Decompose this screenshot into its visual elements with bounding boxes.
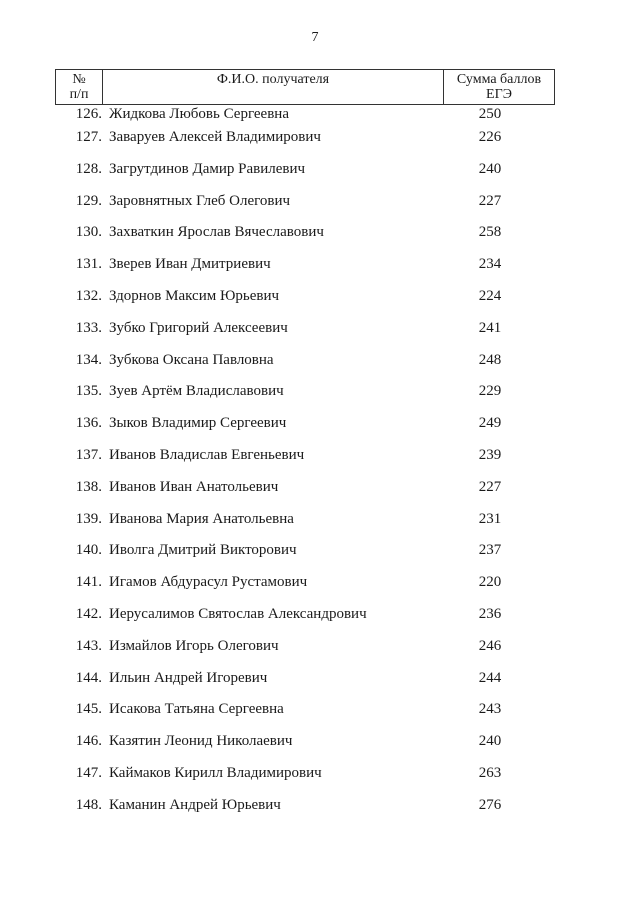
exam-score: 226 bbox=[478, 129, 502, 145]
recipient-name: Измайлов Игорь Олегович bbox=[109, 637, 279, 654]
exam-score: 231 bbox=[478, 510, 502, 527]
exam-score: 244 bbox=[478, 669, 502, 686]
exam-score: 276 bbox=[478, 796, 502, 813]
recipient-name: Зубкова Оксана Павловна bbox=[109, 351, 274, 368]
exam-score: 248 bbox=[478, 351, 502, 368]
exam-score: 224 bbox=[478, 287, 502, 304]
table-row bbox=[0, 191, 640, 223]
table-row bbox=[0, 763, 640, 795]
exam-score: 220 bbox=[478, 574, 502, 591]
row-number: 142. bbox=[75, 605, 102, 622]
table-row bbox=[0, 159, 640, 191]
table-row bbox=[0, 731, 640, 763]
table-body bbox=[0, 106, 640, 827]
row-number: 140. bbox=[75, 542, 102, 559]
recipient-name: Иванов Владислав Евгеньевич bbox=[109, 446, 305, 463]
exam-score: 243 bbox=[478, 701, 502, 718]
table-row bbox=[0, 509, 640, 541]
table-row bbox=[0, 286, 640, 318]
table-row bbox=[0, 222, 640, 254]
recipient-name: Захваткин Ярослав Вячеславович bbox=[109, 224, 324, 241]
row-number: 139. bbox=[75, 510, 102, 527]
recipient-name: Зуев Артём Владиславович bbox=[109, 383, 284, 400]
row-number: 133. bbox=[75, 319, 102, 336]
table-row bbox=[0, 636, 640, 668]
column-header-name: Ф.И.О. получателя bbox=[103, 70, 444, 104]
recipient-name: Загрутдинов Дамир Равилевич bbox=[109, 160, 306, 177]
row-number: 137. bbox=[75, 446, 102, 463]
exam-score: 236 bbox=[478, 605, 502, 622]
exam-score: 239 bbox=[478, 446, 502, 463]
table-row bbox=[0, 413, 640, 445]
row-number: 127. bbox=[75, 129, 102, 145]
recipient-name: Здорнов Максим Юрьевич bbox=[109, 287, 280, 304]
recipient-name: Зубко Григорий Алексеевич bbox=[109, 319, 288, 336]
recipient-name: Жидкова Любовь Сергеевна bbox=[109, 106, 289, 122]
recipient-name: Заваруев Алексей Владимирович bbox=[109, 129, 321, 145]
exam-score: 246 bbox=[478, 637, 502, 654]
exam-score: 227 bbox=[478, 478, 502, 495]
table-row bbox=[0, 699, 640, 731]
table-row bbox=[0, 381, 640, 413]
row-number: 126. bbox=[75, 106, 102, 122]
recipient-name: Иванова Мария Анатольевна bbox=[109, 510, 294, 527]
recipient-name: Зверев Иван Дмитриевич bbox=[109, 256, 271, 273]
exam-score: 241 bbox=[478, 319, 502, 336]
column-header-score bbox=[444, 70, 554, 104]
recipient-name: Заровнятных Глеб Олегович bbox=[109, 192, 291, 209]
exam-score: 258 bbox=[478, 224, 502, 241]
table-row bbox=[0, 540, 640, 572]
column-header-score-line2: ЕГЭ bbox=[486, 87, 512, 102]
exam-score: 237 bbox=[478, 542, 502, 559]
row-number: 135. bbox=[75, 383, 102, 400]
exam-score: 229 bbox=[478, 383, 502, 400]
column-header-score-line1: Сумма баллов bbox=[456, 72, 542, 87]
row-number: 141. bbox=[75, 574, 102, 591]
exam-score: 250 bbox=[478, 106, 502, 122]
row-number: 130. bbox=[75, 224, 102, 241]
recipient-name: Иволга Дмитрий Викторович bbox=[109, 542, 297, 559]
row-number: 132. bbox=[75, 287, 102, 304]
recipient-name: Исакова Татьяна Сергеевна bbox=[109, 701, 284, 718]
table-row bbox=[0, 318, 640, 350]
column-header-number bbox=[56, 70, 103, 104]
table-row bbox=[0, 350, 640, 382]
recipient-name: Иванов Иван Анатольевич bbox=[109, 478, 279, 495]
table-row bbox=[0, 445, 640, 477]
row-number: 134. bbox=[75, 351, 102, 368]
exam-score: 240 bbox=[478, 160, 502, 177]
table-row bbox=[0, 668, 640, 700]
row-number: 131. bbox=[75, 256, 102, 273]
row-number: 145. bbox=[75, 701, 102, 718]
table-row bbox=[0, 604, 640, 636]
row-number: 128. bbox=[75, 160, 102, 177]
column-header-number-line1: № bbox=[72, 72, 86, 87]
row-number: 143. bbox=[75, 637, 102, 654]
recipient-name: Игамов Абдурасул Рустамович bbox=[109, 574, 308, 591]
table-row bbox=[0, 795, 640, 827]
exam-score: 263 bbox=[478, 764, 502, 781]
row-number: 146. bbox=[75, 733, 102, 750]
page-number: 7 bbox=[311, 30, 319, 45]
table-row bbox=[0, 127, 640, 159]
table-row bbox=[0, 572, 640, 604]
recipient-name: Зыков Владимир Сергеевич bbox=[109, 415, 287, 432]
recipient-name: Казятин Леонид Николаевич bbox=[109, 733, 293, 750]
table-row bbox=[0, 254, 640, 286]
exam-score: 227 bbox=[478, 192, 502, 209]
exam-score: 234 bbox=[478, 256, 502, 273]
recipient-name: Ильин Андрей Игоревич bbox=[109, 669, 268, 686]
table-row bbox=[0, 477, 640, 509]
row-number: 147. bbox=[75, 764, 102, 781]
table-header bbox=[55, 69, 555, 105]
exam-score: 240 bbox=[478, 733, 502, 750]
recipient-name: Иерусалимов Святослав Александрович bbox=[109, 605, 367, 622]
recipient-name: Каймаков Кирилл Владимирович bbox=[109, 764, 322, 781]
row-number: 136. bbox=[75, 415, 102, 432]
table-row bbox=[0, 106, 640, 127]
column-header-number-line2: п/п bbox=[69, 87, 89, 102]
row-number: 138. bbox=[75, 478, 102, 495]
exam-score: 249 bbox=[478, 415, 502, 432]
row-number: 144. bbox=[75, 669, 102, 686]
recipient-name: Каманин Андрей Юрьевич bbox=[109, 796, 281, 813]
row-number: 129. bbox=[75, 192, 102, 209]
row-number: 148. bbox=[75, 796, 102, 813]
